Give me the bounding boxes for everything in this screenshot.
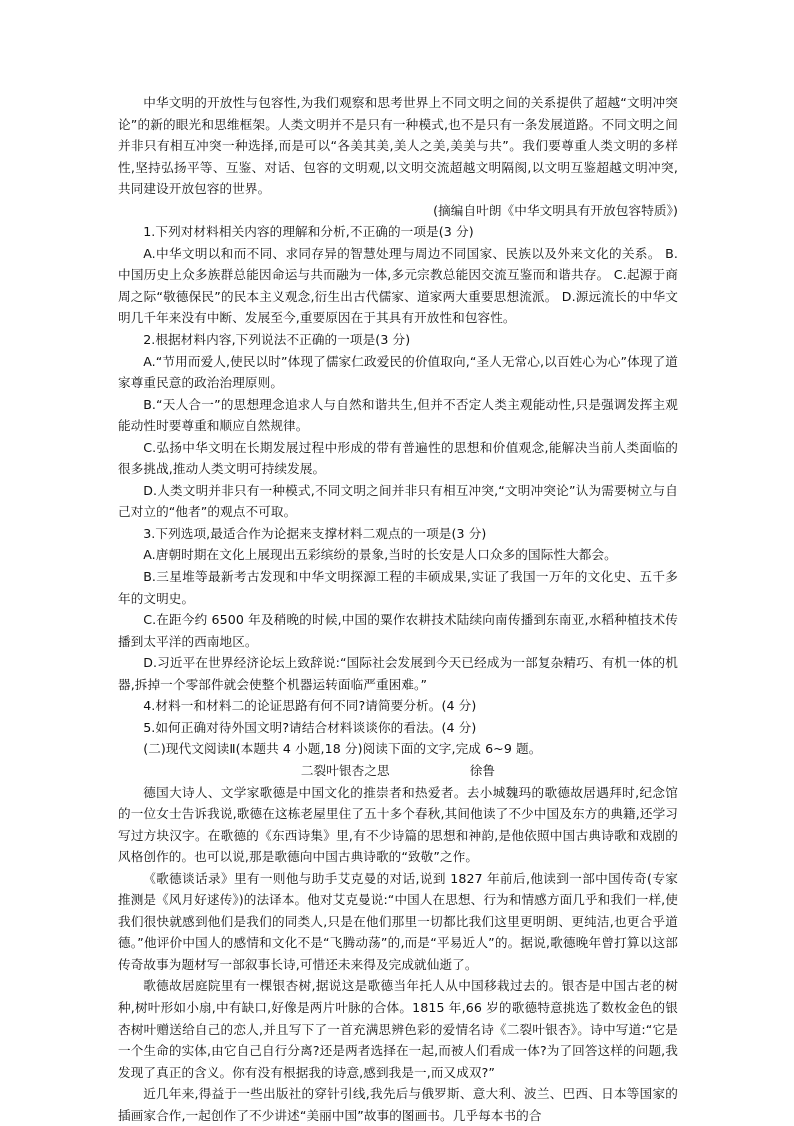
question-3-option-a: A.唐朝时期在文化上展现出五彩缤纷的景象,当时的长安是人口众多的国际性大都会。 [143, 547, 617, 563]
question-2-stem: 2.根据材料内容,下列说法不正确的一项是(3 分) [143, 332, 411, 348]
article-paragraph-3: 歌德故居庭院里有一棵银杏树,据说这是歌德当年托人从中国移栽过去的。银杏是中国古老的树种,树叶形如小扇,中有缺口,好像是两片叶脉的合体。1815 年,66 岁的歌德特意挑选了数枚金色的银杏树叶赠送给自己的恋人,并且写下了一首充满思辨色彩的爱情名诗《二裂叶银杏》。诗中写道:“它是一个生命的实体,由它自己自行分离?还是两者选择在一起,而被人们看成一体?为了回答这样的问题,我发现了真正的含义。你有没有根据我的诗意,感到我是一,而又成双?” [118, 978, 678, 1080]
question-1-options: A.中华文明以和而不同、求同存异的智慧处理与周边不同国家、民族以及外来文化的关系。 B.中国历史上众多族群总能因命运与共而融为一体,多元宗教总能因交流互鉴而和谐共存。 C.起源于商周之际“敬德保民”的民本主义观念,衍生出古代儒家、道家两大重要思想流派。 D.源远流长的中华文明几千年来没有中断、发展至今,重要原因在于其具有开放性和包容性。 [118, 245, 678, 326]
question-2-option-b: B.“天人合一”的思想理念追求人与自然和谐共生,但并不否定人类主观能动性,只是强调发挥主观能动性时要尊重和顺应自然规律。 [118, 396, 678, 434]
article-paragraph-1: 德国大诗人、文学家歌德是中国文化的推崇者和热爱者。去小城魏玛的歌德故居遇拜时,纪念馆的一位女士告诉我说,歌德在这栋老屋里住了五十多个春秋,其间他读了不少中国及东方的典籍,还学习写过方块汉字。在歌德的《东西诗集》里,有不少诗篇的思想和神韵,是他依照中国古典诗歌和戏剧的风格创作的。也可以说,那是歌德向中国古典诗歌的“致敬”之作。 [118, 784, 678, 865]
section-header: (二)现代文阅读Ⅱ(本题共 4 小题,18 分)阅读下面的文字,完成 6~9 题。 [143, 741, 542, 757]
article-heading [118, 760, 678, 782]
document-page [118, 92, 678, 1126]
article-author: 徐鲁 [469, 762, 496, 778]
question-2-option-a: A.“节用而爱人,使民以时”体现了儒家仁政爱民的价值取向,“圣人无常心,以百姓心为心”体现了道家尊重民意的政治治理原则。 [118, 353, 678, 391]
source-citation: (摘编自叶朗《中华文明具有开放包容特质》) [433, 202, 678, 218]
question-3-option-d: D.习近平在世界经济论坛上致辞说:“国际社会发展到今天已经成为一部复杂精巧、有机一体的机器,拆掉一个零部件就会使整个机器运转面临严重困难。” [118, 655, 678, 692]
article-paragraph-4: 近几年来,得益于一些出版社的穿针引线,我先后与俄罗斯、意大利、波兰、巴西、日本等国家的插画家合作,一起创作了不少讲述“美丽中国”故事的图画书。几乎每本书的合 [118, 1086, 678, 1123]
intro-paragraph: 中华文明的开放性与包容性,为我们观察和思考世界上不同文明之间的关系提供了超越“文明冲突论”的新的眼光和思维框架。人类文明并不是只有一种模式,也不是只有一条发展道路。不同文明之间并非只有相互冲突一种选择,而是可以“各美其美,美人之美,美美与共”。我们要尊重人类文明的多样性,坚持弘扬平等、互鉴、对话、包容的文明观,以文明交流超越文明隔阂,以文明互鉴超越文明冲突,共同建设开放包容的世界。 [118, 95, 678, 197]
question-2-option-c: C.弘扬中华文明在长期发展过程中形成的带有普遍性的思想和价值观念,能解决当前人类面临的很多挑战,推动人类文明可持续发展。 [118, 439, 678, 477]
question-2-option-d: D.人类文明并非只有一种模式,不同文明之间并非只有相互冲突,“文明冲突论”认为需要树立与自己对立的“他者”的观点不可取。 [118, 482, 678, 520]
question-3-option-b: B.三星堆等最新考古发现和中华文明探源工程的丰硕成果,实证了我国一万年的文化史、五千多年的文明史。 [118, 569, 678, 606]
article-paragraph-2: 《歌德谈话录》里有一则他与助手艾克曼的对话,说到 1827 年前后,他读到一部中国传奇(专家推测是《风月好逑传》)的法译本。他对艾克曼说:“中国人在思想、行为和情感方面几乎和我们一样,使我们很快就感到他们是我们的同类人,只是在他们那里一切都比我们这里更明朗、更纯洁,也更合乎道德。”他评价中国人的感情和文化不是“飞腾动荡”的,而是“平易近人”的。据说,歌德晚年曾打算以这部传奇故事为题材写一部叙事长诗,可惜还未来得及完成就仙逝了。 [118, 870, 678, 972]
question-3-option-c: C.在距今约 6500 年及稍晚的时候,中国的粟作农耕技术陆续向南传播到东南亚,水稻种植技术传播到太平洋的西南地区。 [118, 612, 678, 649]
article-title: 二裂叶银杏之思 [300, 762, 390, 778]
question-1-stem: 1.下列对材料相关内容的理解和分析,不正确的一项是(3 分) [143, 224, 474, 240]
question-4: 4.材料一和材料二的论证思路有何不同?请简要分析。(4 分) [143, 698, 477, 714]
question-5: 5.如何正确对待外国文明?请结合材料谈谈你的看法。(4 分) [143, 719, 477, 735]
question-3-stem: 3.下列选项,最适合作为论据来支撑材料二观点的一项是(3 分) [143, 525, 487, 541]
